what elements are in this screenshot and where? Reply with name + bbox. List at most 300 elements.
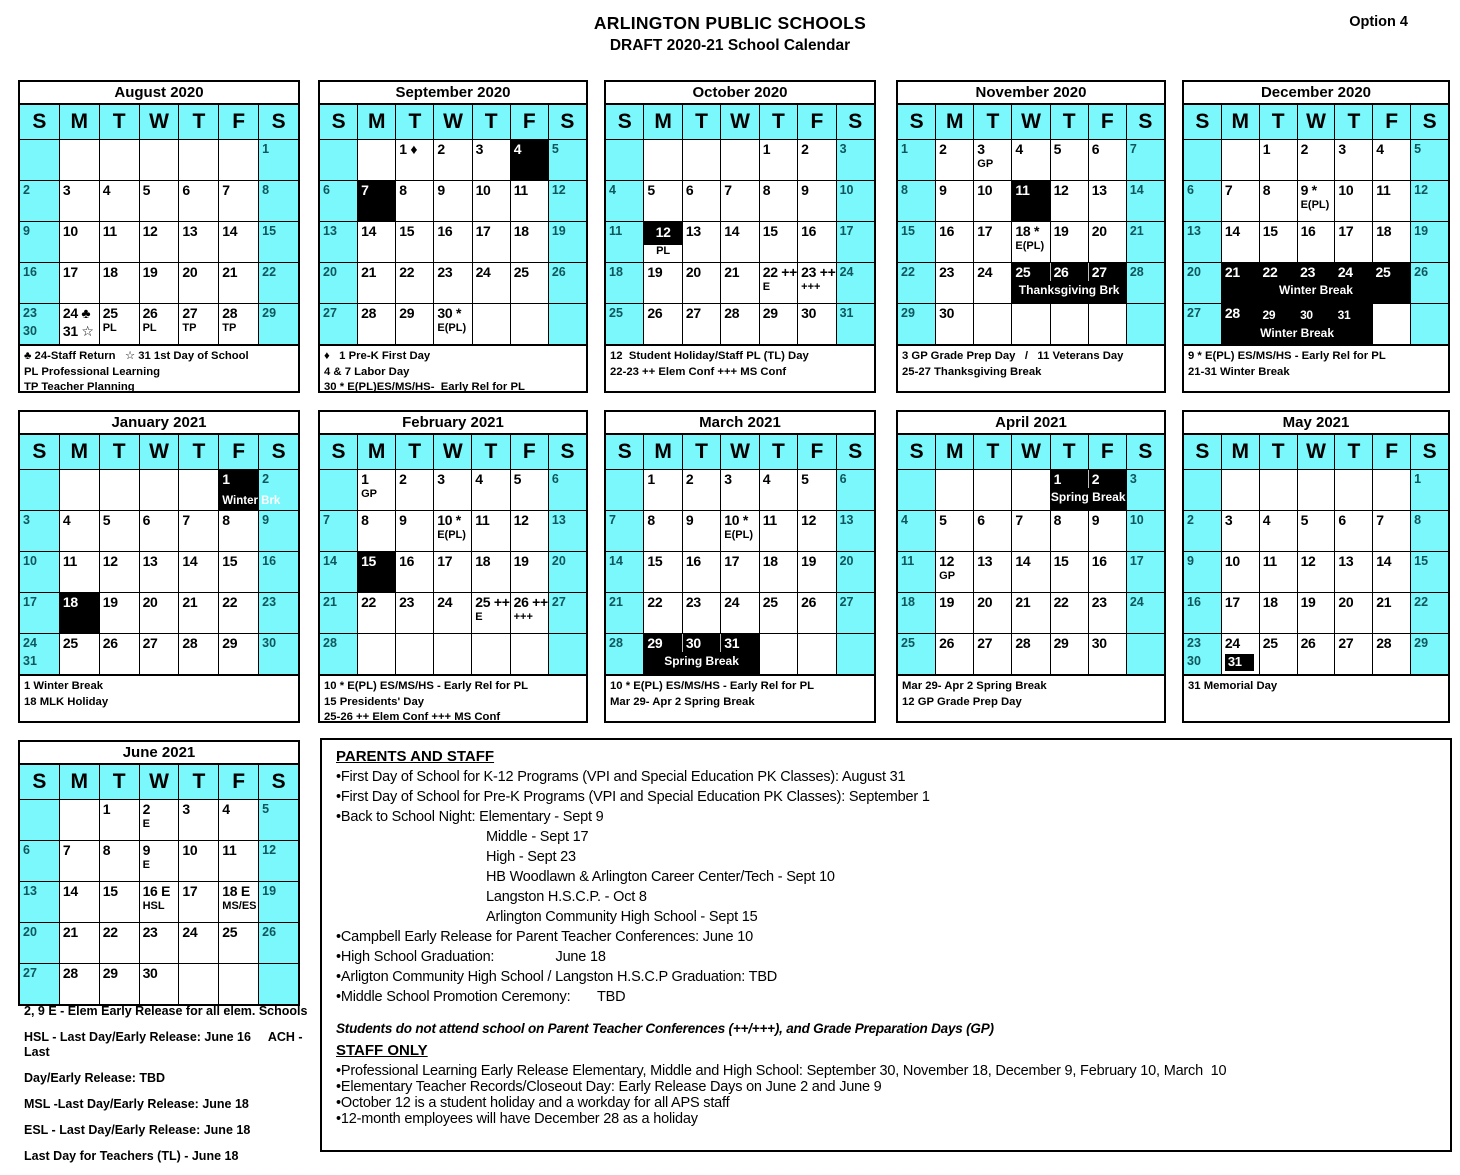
day-cell: [396, 593, 433, 633]
bullet-item: •Campbell Early Release for Parent Teacher Conferences: June 10: [336, 929, 753, 945]
day-number: 30: [142, 965, 158, 981]
day-cell: [1335, 593, 1372, 633]
month-notes: [20, 676, 298, 721]
june-note-line: 2, 9 E - Elem Early Release for all elem. Schools: [24, 1004, 308, 1018]
day-cell: [434, 140, 471, 180]
day-number: 14: [323, 554, 337, 568]
empty-day-cell: [179, 964, 218, 1004]
day-of-week-header: S: [259, 105, 298, 139]
day-cell: [721, 263, 758, 303]
day-sub-label: +++: [801, 281, 821, 293]
weekend-day-cell: [259, 140, 298, 180]
day-number: 20: [23, 925, 37, 939]
day-cell: [1222, 181, 1259, 221]
day-number: 20: [839, 554, 854, 568]
month-september-2020: [318, 80, 588, 393]
weekend-day-cell: [898, 634, 935, 674]
day-cell: [511, 181, 548, 221]
day-number: 24: [437, 594, 453, 610]
day-cell: [140, 511, 179, 551]
bullet-item: •First Day of School for K-12 Programs (VPI and Special Education PK Classes): August 31: [336, 769, 906, 785]
day-of-week-header: T: [472, 435, 509, 469]
day-number: 30: [1300, 308, 1313, 322]
day-cell: [1012, 593, 1049, 633]
day-of-week-header: T: [1260, 105, 1297, 139]
day-number: 16: [1187, 595, 1201, 609]
day-number: 18: [1376, 223, 1392, 239]
weekend-day-cell: [1184, 634, 1221, 674]
day-number: 11: [1376, 182, 1391, 198]
break-span: [1012, 263, 1125, 303]
day-number: 14: [1224, 223, 1240, 239]
day-of-week-header: T: [1260, 435, 1297, 469]
day-number: 27: [551, 595, 566, 609]
day-cell: [644, 552, 681, 592]
weekend-day-cell: [259, 222, 298, 262]
day-cell: [140, 222, 179, 262]
day-cell: [721, 304, 758, 344]
day-number: 12: [1300, 553, 1316, 569]
month-note-line: 15 Presidents' Day: [324, 695, 425, 708]
day-cell: [511, 552, 548, 592]
month-grid: [898, 435, 1164, 676]
day-of-week-header: S: [606, 105, 643, 139]
weekend-day-cell: [549, 470, 586, 510]
weekend-day-cell: [259, 552, 298, 592]
day-number: 18: [609, 265, 623, 279]
day-number: 5: [801, 471, 809, 487]
bullet-continuation: High - Sept 23: [486, 849, 576, 865]
month-title: December 2020: [1184, 82, 1448, 105]
day-number: 30 *: [437, 305, 462, 321]
day-number: 2: [437, 141, 445, 157]
empty-weekend-cell: [20, 140, 59, 180]
day-cell: [683, 263, 720, 303]
day-number: 23: [685, 594, 701, 610]
weekend-day-cell: [898, 304, 935, 344]
day-number: 19: [262, 884, 277, 898]
day-of-week-header: M: [60, 435, 99, 469]
day-of-week-header: W: [1012, 435, 1049, 469]
day-number: 3: [23, 513, 30, 527]
day-cell: [179, 923, 218, 963]
day-cell: [721, 552, 758, 592]
day-number: 17: [475, 223, 491, 239]
day-cell: [511, 470, 548, 510]
day-number: 22: [262, 265, 277, 279]
day-number: 12: [551, 183, 566, 197]
day-number: 13: [142, 553, 158, 569]
empty-weekend-cell: [1127, 304, 1164, 344]
month-notes: [606, 346, 874, 391]
day-number: 10: [1224, 553, 1240, 569]
day-cell: [644, 181, 681, 221]
day-number: 29: [901, 306, 915, 320]
day-number: 9: [437, 182, 445, 198]
day-number: 26: [102, 635, 118, 651]
day-cell: [472, 511, 509, 551]
empty-day-cell: [511, 304, 548, 344]
day-cell: [140, 552, 179, 592]
day-number: 7: [1376, 512, 1384, 528]
day-cell: [1373, 181, 1410, 221]
bullet-continuation: Langston H.S.C.P. - Oct 8: [486, 889, 647, 905]
day-of-week-header: T: [1335, 105, 1372, 139]
weekend-day-cell: [259, 304, 298, 344]
day-number: 3: [1129, 472, 1137, 486]
day-sub-label: E: [475, 611, 483, 623]
day-cell: [1298, 222, 1335, 262]
bullet-item: •Elementary Teacher Records/Closeout Day: Early Release Days on June 2 and June 9: [336, 1079, 882, 1095]
day-number: 3: [977, 141, 985, 157]
day-number: 13: [839, 513, 854, 527]
day-number: 24 ♣: [62, 305, 91, 321]
day-number: 12: [1414, 183, 1429, 197]
day-number: 28: [361, 305, 377, 321]
break-label: Spring Break: [664, 654, 739, 668]
break-span-days: [1012, 263, 1125, 281]
month-title: October 2020: [606, 82, 874, 105]
month-note-line: 10 * E(PL) ES/MS/HS - Early Rel for PL: [610, 680, 815, 692]
day-of-week-header: M: [60, 765, 99, 799]
day-number: 29: [262, 306, 277, 320]
day-cell: [1260, 511, 1297, 551]
day-cell: [1051, 222, 1088, 262]
day-cell: [60, 923, 99, 963]
day-cell: [472, 552, 509, 592]
day-cell: [219, 263, 258, 303]
weekend-day-cell: [549, 552, 586, 592]
weekend-day-cell: [898, 593, 935, 633]
day-sub-label: GP: [977, 158, 994, 170]
month-title: February 2021: [320, 412, 586, 435]
weekend-day-cell: [898, 140, 935, 180]
day-of-week-header: W: [1298, 105, 1335, 139]
month-april-2021: [896, 410, 1166, 723]
day-number: 2: [685, 471, 694, 487]
empty-day-cell: [936, 470, 973, 510]
weekend-day-cell: [606, 552, 643, 592]
day-number: 9 *: [1300, 182, 1317, 198]
day-number: 20: [142, 594, 158, 610]
weekend-day-cell: [320, 222, 357, 262]
day-of-week-header: S: [898, 105, 935, 139]
empty-day-cell: [358, 634, 395, 674]
day-of-week-header: W: [434, 435, 471, 469]
day-number: 18: [1262, 594, 1278, 610]
weekend-day-cell: [320, 634, 357, 674]
day-number: 20: [323, 265, 337, 279]
day-cell: [140, 593, 179, 633]
weekend-day-cell: [259, 181, 298, 221]
day-number: 26: [1300, 635, 1316, 651]
day-cell: [140, 964, 179, 1004]
empty-day-cell: [179, 140, 218, 180]
day-number: 23: [262, 595, 277, 609]
day-number: 4: [222, 801, 230, 817]
empty-day-cell: [179, 470, 218, 510]
day-number: 5: [551, 142, 559, 156]
day-cell: [1373, 593, 1410, 633]
day-number: 1: [361, 471, 369, 487]
day-number: 26 ++: [513, 594, 548, 610]
bullet-item: •October 12 is a student holiday and a workday for all APS staff: [336, 1095, 730, 1111]
day-number: 3: [1224, 512, 1233, 528]
day-number: 9: [1091, 512, 1100, 528]
weekend-day-cell: [1411, 511, 1448, 551]
day-number: 28: [1015, 635, 1031, 651]
weekend-day-cell: [320, 552, 357, 592]
day-cell: [683, 304, 720, 344]
day-cell: [473, 263, 510, 303]
day-cell: [100, 511, 139, 551]
day-number: 13: [1338, 553, 1354, 569]
day-cell: [396, 181, 433, 221]
weekend-day-cell: [320, 511, 357, 551]
weekend-day-cell: [1411, 181, 1448, 221]
weekend-day-cell: [1184, 593, 1221, 633]
day-cell: [396, 552, 433, 592]
weekend-day-cell: [20, 263, 59, 303]
month-notes: [1184, 676, 1448, 721]
students-note: Students do not attend school on Parent Teacher Conferences (++/+++), and Grade Preparation Days (GP): [336, 1021, 994, 1036]
weekend-day-cell: [320, 593, 357, 633]
day-number: 3: [1338, 141, 1346, 157]
day-cell: [60, 882, 99, 922]
month-notes: [320, 676, 586, 726]
day-number: 11: [762, 512, 777, 528]
day-number: 29: [102, 965, 118, 981]
day-number: 27: [23, 966, 37, 980]
day-number: 8: [262, 183, 270, 197]
day-number: 28: [1224, 305, 1240, 321]
day-cell: [219, 222, 258, 262]
day-cell: [936, 634, 973, 674]
day-number: 16: [685, 553, 701, 569]
day-cell: [396, 263, 433, 303]
weekend-day-cell: [606, 304, 643, 344]
empty-day-cell: [219, 140, 258, 180]
day-number: 6: [685, 182, 694, 198]
day-sub-label: PL: [656, 245, 671, 257]
empty-weekend-cell: [898, 470, 935, 510]
day-number: 20: [1187, 265, 1201, 279]
break-label: Thanksgiving Brk: [1018, 283, 1120, 297]
day-number: 23 ++: [801, 264, 836, 280]
day-cell: [1298, 511, 1335, 551]
day-cell: [100, 181, 139, 221]
day-cell: [683, 511, 720, 551]
month-note-line: 12 GP Grade Prep Day: [902, 695, 1022, 708]
holiday-day-cell: [511, 140, 548, 180]
day-number: 9: [23, 224, 30, 238]
day-number: 9: [685, 512, 694, 528]
day-number: 7: [182, 512, 190, 528]
day-number: 8: [361, 512, 369, 528]
day-cell: [974, 181, 1011, 221]
month-note-line: 10 * E(PL) ES/MS/HS - Early Rel for PL: [324, 680, 529, 692]
weekend-day-cell: [1127, 552, 1164, 592]
day-of-week-header: M: [936, 435, 973, 469]
empty-weekend-cell: [606, 140, 643, 180]
day-number: 29: [1053, 635, 1069, 651]
bullet-item: •High School Graduation: June 18: [336, 949, 606, 965]
empty-day-cell: [1089, 304, 1126, 344]
day-number: 26: [262, 925, 277, 939]
bullet-continuation: Arlington Community High School - Sept 15: [486, 909, 758, 925]
month-title: November 2020: [898, 82, 1164, 105]
day-cell: [60, 511, 99, 551]
day-number: 12: [142, 223, 158, 239]
day-number: 27: [142, 635, 158, 651]
weekend-day-cell: [20, 964, 59, 1004]
day-number: 11: [102, 223, 117, 239]
day-of-week-header: T: [473, 105, 510, 139]
day-of-week-header: T: [179, 435, 218, 469]
month-grid: [320, 105, 586, 346]
day-number: 5: [1053, 141, 1062, 157]
weekend-day-cell: [837, 140, 874, 180]
day-number: 22: [222, 594, 238, 610]
empty-weekend-cell: [20, 470, 59, 510]
day-number: 21: [1015, 594, 1031, 610]
empty-day-cell: [140, 140, 179, 180]
day-number: 19: [647, 264, 663, 280]
day-number: 26: [647, 305, 663, 321]
day-number: 17: [182, 883, 198, 899]
day-cell: [1051, 552, 1088, 592]
empty-day-cell: [473, 304, 510, 344]
day-number: 9: [801, 182, 809, 198]
day-sub-label: GP: [939, 570, 956, 582]
day-number: 2: [939, 141, 947, 157]
day-number: 1: [1053, 471, 1062, 487]
day-number: 17: [724, 553, 740, 569]
day-cell: [760, 552, 797, 592]
day-number: 25: [609, 306, 623, 320]
day-number: 9: [262, 513, 270, 527]
month-note-line: 25-26 ++ Elem Conf +++ MS Conf: [324, 711, 501, 723]
empty-weekend-cell: [1127, 634, 1164, 674]
day-number: 6: [1091, 141, 1100, 157]
day-number: 21: [361, 264, 377, 280]
day-number: 4: [609, 183, 616, 197]
day-number: 4: [513, 141, 522, 157]
day-cell: [683, 552, 720, 592]
day-cell: [219, 552, 258, 592]
day-number: 10: [1129, 513, 1144, 527]
day-number: 22: [361, 594, 377, 610]
day-number: 29: [399, 305, 415, 321]
day-number: 2: [23, 183, 30, 197]
day-cell: [472, 470, 509, 510]
day-cell: [936, 304, 973, 344]
day-cell: [760, 222, 797, 262]
day-number: 9: [399, 512, 407, 528]
empty-weekend-cell: [549, 634, 586, 674]
day-number: 30: [262, 636, 277, 650]
day-cell: [760, 593, 797, 633]
day-number: 31: [1337, 308, 1351, 322]
day-cell: [974, 593, 1011, 633]
day-number: 6: [839, 472, 847, 486]
day-number: 11: [609, 224, 623, 238]
empty-day-cell: [1012, 304, 1049, 344]
day-cell: [140, 841, 179, 881]
day-sub-label: E(PL): [437, 322, 467, 334]
day-cell: [1222, 634, 1259, 674]
day-number: 14: [1129, 183, 1144, 197]
day-number: 10: [475, 182, 491, 198]
day-cell: [60, 552, 99, 592]
day-cell: [1012, 511, 1049, 551]
day-number: 4: [475, 471, 483, 487]
month-note-line: 12 Student Holiday/Staff PL (TL) Day: [610, 350, 809, 362]
day-number: 14: [222, 223, 238, 239]
weekend-day-cell: [259, 634, 298, 674]
day-number: 18: [62, 594, 78, 610]
day-number: 2: [1187, 513, 1194, 527]
weekend-day-cell: [898, 552, 935, 592]
day-sub-label: E(PL): [1015, 240, 1045, 252]
month-grid: [606, 435, 874, 676]
day-number: 2: [142, 801, 151, 817]
month-notes: [898, 676, 1164, 721]
day-number: 8: [1414, 513, 1422, 527]
month-note-line: PL Professional Learning: [24, 365, 161, 378]
day-number: 12: [262, 843, 277, 857]
weekend-day-cell: [259, 511, 298, 551]
weekend-day-cell: [1411, 222, 1448, 262]
weekend-day-cell: [1127, 511, 1164, 551]
day-number: 5: [647, 182, 655, 198]
empty-weekend-cell: [259, 964, 298, 1004]
day-number: [1222, 652, 1259, 671]
day-number: 23: [1091, 594, 1107, 610]
day-number: 29: [1414, 636, 1429, 650]
month-november-2020: [896, 80, 1166, 393]
day-of-week-header: T: [760, 435, 797, 469]
day-of-week-header: S: [20, 765, 59, 799]
month-notes: [1184, 346, 1448, 391]
day-number: 19: [513, 553, 529, 569]
day-number: 5: [1414, 142, 1422, 156]
weekend-day-cell: [20, 841, 59, 881]
weekend-day-cell: [549, 263, 586, 303]
day-number: 15: [361, 553, 377, 569]
day-number: 10: [1338, 182, 1354, 198]
day-of-week-header: S: [1184, 105, 1221, 139]
day-number: 25: [222, 924, 238, 940]
day-cell: [511, 263, 548, 303]
day-number: 7: [1015, 512, 1023, 528]
day-cell: [936, 222, 973, 262]
day-cell: [1373, 140, 1410, 180]
day-cell: [219, 304, 258, 344]
day-number: 9: [142, 842, 151, 858]
day-cell: [798, 263, 835, 303]
day-sub-label: PL: [102, 322, 117, 334]
day-cell: [358, 263, 395, 303]
month-grid: [1184, 435, 1448, 676]
day-number: 1: [901, 142, 908, 156]
day-number: 7: [323, 513, 330, 527]
empty-day-cell: [644, 140, 681, 180]
weekend-day-cell: [320, 263, 357, 303]
day-number: 8: [647, 512, 655, 528]
day-number: 24: [23, 636, 37, 650]
day-of-week-header: S: [898, 435, 935, 469]
